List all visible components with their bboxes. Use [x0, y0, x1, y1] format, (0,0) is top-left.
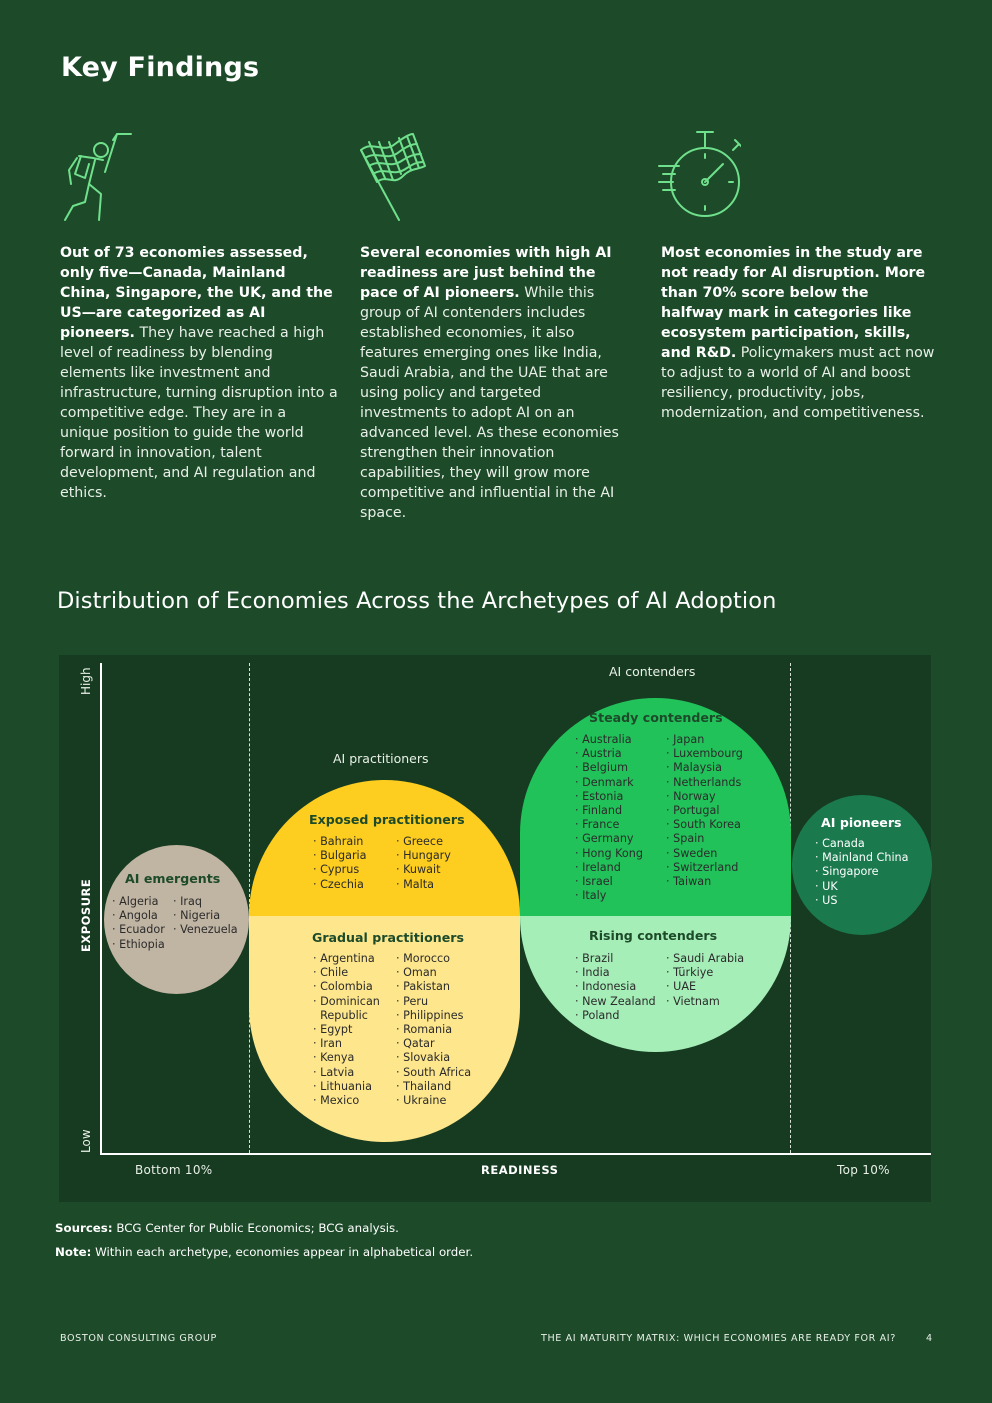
- economy-item: · Romania: [396, 1023, 471, 1037]
- economy-item: · Vietnam: [666, 995, 744, 1009]
- economy-item: · Angola: [112, 909, 173, 923]
- y-axis-title: EXPOSURE: [79, 878, 93, 952]
- economy-item: · Belgium: [575, 761, 666, 775]
- economy-item: · Estonia: [575, 790, 666, 804]
- economy-item: · Peru: [396, 995, 471, 1009]
- emergents-title: AI emergents: [125, 871, 221, 886]
- economy-item: · Indonesia: [575, 980, 666, 994]
- x-axis-line: [100, 1153, 931, 1155]
- gradual-practitioners-col-2: [396, 952, 471, 1108]
- economy-item: · Chile: [313, 966, 396, 980]
- gradual-practitioners-title: Gradual practitioners: [312, 930, 464, 945]
- economy-item: · Norway: [666, 790, 743, 804]
- stopwatch-icon: [657, 128, 741, 224]
- economy-item: · Dominican: [313, 995, 396, 1009]
- exposed-practitioners-list: [313, 835, 451, 892]
- economy-item: · Bulgaria: [313, 849, 396, 863]
- steady-contenders-title: Steady contenders: [589, 710, 723, 725]
- economy-item: · South Africa: [396, 1066, 471, 1080]
- economy-item: · Bahrain: [313, 835, 396, 849]
- economy-item: · Japan: [666, 733, 743, 747]
- economy-item: · Ethiopia: [112, 938, 173, 952]
- economy-item: · Taiwan: [666, 875, 743, 889]
- finding-lead: Several economies with high AI readiness are just behind the pace of AI pioneers.: [360, 245, 612, 301]
- economy-item: · UAE: [666, 980, 744, 994]
- steady-contenders-col-2: [666, 733, 743, 903]
- economy-item: · Algeria: [112, 895, 173, 909]
- economy-item: · Germany: [575, 832, 666, 846]
- group-label-contenders: AI contenders: [609, 664, 696, 679]
- economy-item: · Czechia: [313, 878, 396, 892]
- economy-item: · US: [815, 894, 909, 908]
- order-note: [55, 1245, 473, 1259]
- x-axis-right-label: Top 10%: [837, 1163, 890, 1177]
- economy-item: · Mainland China: [815, 851, 909, 865]
- economy-item: · Poland: [575, 1009, 666, 1023]
- economy-item: · Malta: [396, 878, 451, 892]
- rising-contenders-col-1: [575, 952, 666, 1023]
- pioneers-title: AI pioneers: [821, 815, 902, 830]
- gradual-practitioners-list: [313, 952, 471, 1108]
- exposed-practitioners-col-1: [313, 835, 396, 892]
- economy-item: · New Zealand: [575, 995, 666, 1009]
- finding-lead: Out of 73 economies assessed, only five—Canada, Mainland China, Singapore, the UK, and the US—are categorized as AI pioneers.: [60, 245, 333, 341]
- economy-item: · Kuwait: [396, 863, 451, 877]
- finding-contenders: [360, 243, 632, 523]
- steady-contenders-col-1: [575, 733, 666, 903]
- economy-item: · Latvia: [313, 1066, 396, 1080]
- note-label: Note:: [55, 1245, 92, 1259]
- sources-label: Sources:: [55, 1221, 113, 1235]
- finding-body: They have reached a high level of readiness by blending elements like investment and infrastructure, turning disruption into a competitive edge. They are in a unique position to guide the world forward in innovation, talent development, and AI regulation and ethics.: [60, 325, 338, 501]
- economy-item: · Colombia: [313, 980, 396, 994]
- economy-item: · Ireland: [575, 861, 666, 875]
- economy-item: · Singapore: [815, 865, 909, 879]
- economy-item: · Lithuania: [313, 1080, 396, 1094]
- group-label-practitioners: AI practitioners: [333, 751, 429, 766]
- economy-item: · Italy: [575, 889, 666, 903]
- steady-contenders-list: [575, 733, 743, 903]
- footer-report-title: THE AI MATURITY MATRIX: WHICH ECONOMIES ARE READY FOR AI?: [541, 1333, 896, 1344]
- y-axis-line: [100, 663, 102, 1154]
- economy-item: · Hong Kong: [575, 847, 666, 861]
- economy-item: · Brazil: [575, 952, 666, 966]
- sources-note: [55, 1221, 399, 1235]
- economy-item: · France: [575, 818, 666, 832]
- economy-item: · Canada: [815, 837, 909, 851]
- economy-item: · Cyprus: [313, 863, 396, 877]
- climber-icon: [55, 128, 139, 224]
- economy-item: · India: [575, 966, 666, 980]
- emergents-col-1: [112, 895, 173, 952]
- economy-item: · Egypt: [313, 1023, 396, 1037]
- economy-item: · Philippines: [396, 1009, 471, 1023]
- economy-item: · Thailand: [396, 1080, 471, 1094]
- footer-page-number: 4: [926, 1333, 933, 1344]
- y-axis-low-label: Low: [79, 1129, 93, 1153]
- finding-pioneers: [60, 243, 338, 503]
- economy-item: · Denmark: [575, 776, 666, 790]
- sources-text: BCG Center for Public Economics; BCG analysis.: [116, 1221, 399, 1235]
- economy-item: · Pakistan: [396, 980, 471, 994]
- economy-item: · Sweden: [666, 847, 743, 861]
- economy-item: · Switzerland: [666, 861, 743, 875]
- economy-item: · Iraq: [173, 895, 238, 909]
- economy-item: · Hungary: [396, 849, 451, 863]
- economy-item: · Spain: [666, 832, 743, 846]
- economy-item: Republic: [320, 1008, 368, 1022]
- economy-item: · Argentina: [313, 952, 396, 966]
- economy-item: · Austria: [575, 747, 666, 761]
- note-text: Within each archetype, economies appear in alphabetical order.: [95, 1245, 474, 1259]
- pioneers-col-1: [815, 837, 909, 908]
- economy-item: · Greece: [396, 835, 451, 849]
- archetype-chart: [59, 655, 931, 1202]
- economy-item: · Iran: [313, 1037, 396, 1051]
- economy-item: · Morocco: [396, 952, 471, 966]
- economy-item: · UK: [815, 880, 909, 894]
- economy-item: · Israel: [575, 875, 666, 889]
- finding-body: Policymakers must act now to adjust to a world of AI and boost resiliency, productivity, jobs, modernization, and competitiveness.: [661, 345, 935, 421]
- economy-item: · South Korea: [666, 818, 743, 832]
- finding-lead: Most economies in the study are not ready for AI disruption. More than 70% score below the halfway mark in categories like ecosystem participation, skills, and R&D.: [661, 245, 926, 361]
- emergents-list: [112, 895, 238, 952]
- rising-contenders-list: [575, 952, 744, 1023]
- economy-item: · Netherlands: [666, 776, 743, 790]
- economy-item: · Malaysia: [666, 761, 743, 775]
- x-axis-left-label: Bottom 10%: [135, 1163, 213, 1177]
- economy-item: · Ukraine: [396, 1094, 471, 1108]
- economy-item: · Luxembourg: [666, 747, 743, 761]
- rising-contenders-title: Rising contenders: [589, 928, 718, 943]
- economy-item: · Qatar: [396, 1037, 471, 1051]
- pioneers-list: [815, 837, 909, 908]
- finding-disruption: [661, 243, 935, 423]
- finding-body: While this group of AI contenders includes established economies, it also features emerging ones like India, Saudi Arabia, and the UAE that are using policy and targeted investments to adopt AI on an advanced level. As these economies strengthen their innovation capabilities, they will grow more competitive and influential in the AI space.: [360, 285, 619, 521]
- economy-item: · Saudi Arabia: [666, 952, 744, 966]
- economy-item: · Ecuador: [112, 923, 173, 937]
- chart-title: Distribution of Economies Across the Archetypes of AI Adoption: [57, 588, 777, 614]
- rising-contenders-col-2: [666, 952, 744, 1023]
- x-axis-title: READINESS: [481, 1163, 559, 1177]
- economy-item: · Australia: [575, 733, 666, 747]
- exposed-practitioners-title: Exposed practitioners: [309, 812, 465, 827]
- footer-publisher: BOSTON CONSULTING GROUP: [60, 1333, 217, 1344]
- economy-item: · Finland: [575, 804, 666, 818]
- economy-item: · Türkiye: [666, 966, 744, 980]
- economy-item: · Oman: [396, 966, 471, 980]
- checkered-flag-icon: [355, 128, 439, 224]
- economy-item: · Slovakia: [396, 1051, 471, 1065]
- exposed-practitioners-col-2: [396, 835, 451, 892]
- economy-item: · Venezuela: [173, 923, 238, 937]
- economy-item: · Kenya: [313, 1051, 396, 1065]
- economy-item: · Mexico: [313, 1094, 396, 1108]
- emergents-col-2: [173, 895, 238, 952]
- economy-item: · Nigeria: [173, 909, 238, 923]
- y-axis-high-label: High: [79, 667, 93, 695]
- gradual-practitioners-col-1: [313, 952, 396, 1108]
- page-title: Key Findings: [61, 52, 260, 83]
- economy-item: · Portugal: [666, 804, 743, 818]
